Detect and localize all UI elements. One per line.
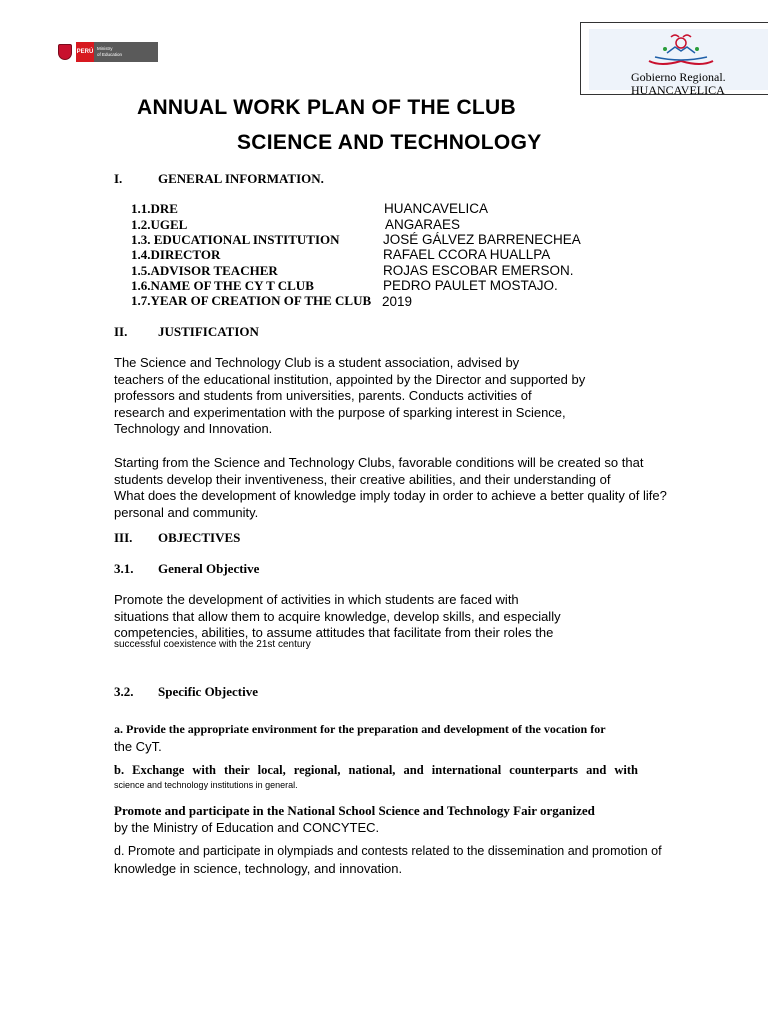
- specific-objective-c: Promote and participate in the National School Science and Technology Fair organized: [114, 803, 595, 818]
- section-2-number: II.: [114, 324, 128, 339]
- paragraph-line: students develop their inventiveness, their creative abilities, and their understanding of: [114, 471, 611, 487]
- paragraph-line: research and experimentation with the purpose of sparking interest in Science,: [114, 404, 566, 420]
- info-value-club-name: PEDRO PAULET MOSTAJO.: [383, 278, 558, 293]
- section-3-number: III.: [114, 530, 133, 545]
- specific-objective-b-cont: science and technology institutions in general.: [114, 780, 298, 790]
- regional-government-logo: [580, 22, 768, 95]
- gov-label-line2: HUANCAVELICA: [631, 83, 725, 97]
- info-label-ugel: 1.2.UGEL: [131, 217, 188, 232]
- subsection-3-1-title: General Objective: [158, 561, 260, 576]
- info-value-director: RAFAEL CCORA HUALLPA: [383, 247, 551, 262]
- paragraph-line: Starting from the Science and Technology Clubs, favorable conditions will be created so that: [114, 455, 644, 470]
- peru-label: PERÚ: [76, 42, 94, 62]
- section-1-title: GENERAL INFORMATION.: [158, 171, 324, 186]
- document-title-line2: SCIENCE AND TECHNOLOGY: [237, 131, 542, 154]
- specific-objective-d-line2: knowledge in science, technology, and innovation.: [114, 861, 403, 876]
- specific-objective-c-cont: by the Ministry of Education and CONCYTEC.: [114, 820, 380, 835]
- info-value-ugel: ANGARAES: [385, 217, 461, 232]
- specific-objective-d-line1: d. Promote and participate in olympiads and contests related to the dissemination and promotion of: [114, 844, 662, 858]
- info-value-dre: HUANCAVELICA: [384, 201, 489, 216]
- general-objective-text: [114, 592, 620, 642]
- section-1-number: I.: [114, 171, 123, 186]
- paragraph-line: situations that allow them to acquire knowledge, develop skills, and especially: [114, 608, 561, 624]
- info-label-year: 1.7.YEAR OF CREATION OF THE CLUB: [131, 293, 372, 308]
- justification-paragraph-2: [114, 455, 674, 521]
- regional-emblem-icon: [641, 31, 721, 69]
- specific-objective-a-cont: the CyT.: [114, 739, 162, 754]
- paragraph-line: Technology and Innovation.: [114, 421, 273, 436]
- info-label-dre: 1.1.DRE: [131, 201, 178, 216]
- subsection-3-1-number: 3.1.: [114, 561, 134, 576]
- paragraph-line: The Science and Technology Club is a student association, advised by: [114, 355, 520, 370]
- section-2-title: JUSTIFICATION: [158, 324, 259, 339]
- general-objective-small-line: successful coexistence with the 21st century: [114, 639, 311, 650]
- info-value-institution: JOSÉ GÁLVEZ BARRENECHEA: [383, 232, 581, 247]
- ministry-logo: [58, 42, 162, 62]
- info-label-club-name: 1.6.NAME OF THE CY T CLUB: [131, 278, 314, 293]
- info-label-director: 1.4.DIRECTOR: [131, 247, 221, 262]
- justification-paragraph-1: [114, 355, 638, 438]
- document-title-line1: ANNUAL WORK PLAN OF THE CLUB: [137, 96, 516, 119]
- paragraph-line: competencies, abilities, to assume attitudes that facilitate from their roles the: [114, 625, 554, 640]
- gov-label-line1: Gobierno Regional.: [631, 70, 726, 84]
- ministry-label: [94, 42, 158, 62]
- info-value-year: 2019: [382, 294, 413, 309]
- paragraph-line: Promote the development of activities in which students are faced with: [114, 592, 519, 607]
- subsection-3-2-number: 3.2.: [114, 684, 134, 699]
- specific-objective-a: a. Provide the appropriate environment for the preparation and development of the vocation for: [114, 722, 606, 736]
- coat-of-arms-icon: [58, 44, 72, 60]
- paragraph-line: personal and community.: [114, 504, 259, 520]
- paragraph-line: teachers of the educational institution, appointed by the Director and supported by: [114, 371, 586, 387]
- info-value-advisor: ROJAS ESCOBAR EMERSON.: [383, 263, 574, 278]
- ministry-label-line1: Ministry: [97, 46, 113, 51]
- info-label-advisor: 1.5.ADVISOR TEACHER: [131, 263, 278, 278]
- section-3-title: OBJECTIVES: [158, 530, 241, 545]
- subsection-3-2-title: Specific Objective: [158, 684, 258, 699]
- info-label-institution: 1.3. EDUCATIONAL INSTITUTION: [131, 232, 340, 247]
- paragraph-line: What does the development of knowledge imply today in order to achieve a better quality of life?: [114, 488, 667, 503]
- paragraph-line: professors and students from universities, parents. Conducts activities of: [114, 388, 532, 403]
- ministry-label-line2: of Education: [97, 52, 123, 57]
- regional-government-panel: [589, 29, 768, 97]
- specific-objective-b: b. Exchange with their local, regional, national, and international counterparts and with: [114, 763, 638, 777]
